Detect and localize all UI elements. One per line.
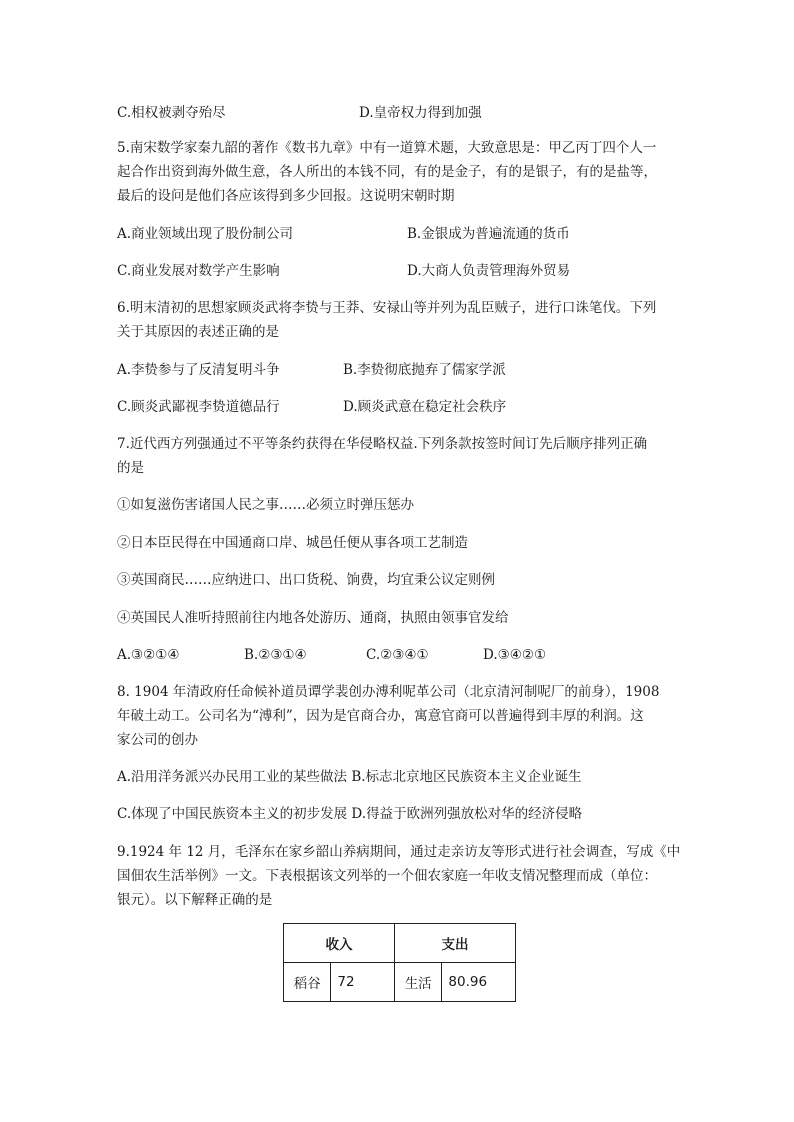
q5-stem-line-2: 起合作出资到海外做生意，各人所出的本钱不同，有的是金子，有的是银子，有的是盐等， [117, 164, 657, 180]
expense-header: 支出 [395, 924, 516, 963]
table-header-row [284, 924, 516, 963]
q7-item-1: ①如复滋伤害诸国人民之事……必须立时弹压惩办 [117, 497, 414, 513]
expense-item-cell: 生活 [395, 963, 442, 1002]
q8-stem-line-1: 8. 1904 年清政府任命候补道员谭学裴创办溥利呢革公司（北京清河制呢厂的前身），1908 [117, 684, 660, 700]
q5-option-c: C.商业发展对数学产生影响 [117, 263, 280, 279]
income-item-cell: 稻谷 [284, 963, 331, 1002]
q5-option-d: D.大商人负责管理海外贸易 [407, 263, 571, 279]
q5-stem-line-3: 最后的设问是他们各应该得到多少回报。这说明宋朝时期 [117, 188, 455, 204]
q6-stem-line-2: 关于其原因的表述正确的是 [117, 324, 279, 340]
q7-item-2: ②日本臣民得在中国通商口岸、城邑任便从事各项工艺制造 [117, 535, 468, 551]
income-value-cell: 72 [331, 963, 395, 1002]
q9-stem-line-3: 银元）。以下解释正确的是 [117, 892, 273, 908]
q7-option-c: C.②③④① [366, 647, 429, 663]
q7-stem-line-1: 7.近代西方列强通过不平等条约获得在华侵略权益.下列条款按签时间订先后顺序排列正确 [117, 436, 648, 452]
table-row [284, 963, 516, 1002]
expense-value-cell: 80.96 [442, 963, 516, 1002]
income-expense-table [283, 923, 516, 1002]
q4-option-d: D.皇帝权力得到加强 [359, 105, 482, 121]
q7-option-b: B.②③①④ [244, 647, 307, 663]
q5-stem-line-1: 5.南宋数学家秦九韶的著作《数书九章》中有一道算术题，大致意思是：甲乙丙丁四个人一 [117, 140, 657, 156]
q6-option-c: C.顾炎武鄙视李贽道德品行 [117, 399, 280, 415]
q5-option-b: B.金银成为普遍流通的货币 [407, 226, 570, 242]
income-header: 收入 [284, 924, 395, 963]
q7-option-a: A.③②①④ [117, 647, 180, 663]
q7-item-4: ④英国民人准听持照前往内地各处游历、通商，执照由领事官发给 [117, 610, 509, 626]
q8-stem-line-2: 年破土动工。公司名为“溥利”，因为是官商合办，寓意官商可以普遍得到丰厚的利润。这 [117, 708, 644, 724]
q5-option-a: A.商业领域出现了股份制公司 [117, 226, 294, 242]
q8-options-cd: C.体现了中国民族资本主义的初步发展 D.得益于欧洲列强放松对华的经济侵略 [117, 806, 583, 822]
q6-stem-line-1: 6.明末清初的思想家顾炎武将李贽与王莽、安禄山等并列为乱臣贼子，进行口诛笔伐。下列 [117, 300, 657, 316]
q8-stem-line-3: 家公司的创办 [117, 732, 198, 748]
q8-options-ab: A.沿用洋务派兴办民用工业的某些做法 B.标志北京地区民族资本主义企业诞生 [117, 769, 582, 785]
q7-option-d: D.③④②① [483, 647, 547, 663]
q4-option-c: C.相权被剥夺殆尽 [117, 105, 226, 121]
q6-option-a: A.李贽参与了反清复明斗争 [117, 362, 280, 378]
q7-item-3: ③英国商民……应纳进口、出口货税、饷费，均宜秉公议定则例 [117, 572, 495, 588]
q6-option-b: B.李贽彻底抛弃了儒家学派 [343, 362, 506, 378]
q7-stem-line-2: 的是 [117, 460, 144, 476]
q9-stem-line-1: 9.1924 年 12 月，毛泽东在家乡韶山养病期间，通过走亲访友等形式进行社会调查，写成《中 [117, 844, 681, 860]
q6-option-d: D.顾炎武意在稳定社会秩序 [343, 399, 507, 415]
q9-stem-line-2: 国佃农生活举例》一文。下表根据该文列举的一个佃农家庭一年收支情况整理而成（单位： [117, 868, 657, 884]
